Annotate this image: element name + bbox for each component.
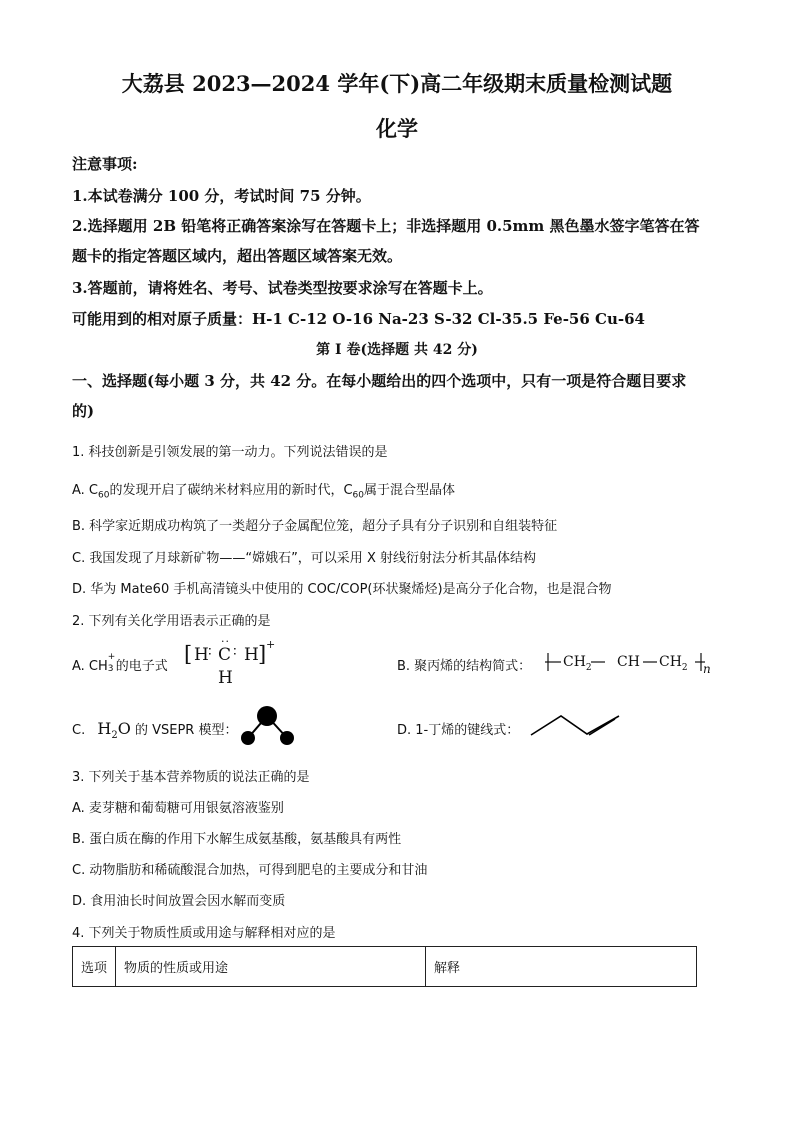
q2-option-c-label (72, 719, 237, 741)
q3-option-b: B. 蛋白质在酶的作用下水解生成氨基酸，氨基酸具有两性 (72, 832, 402, 847)
part1-heading: 一、选择题(每小题 3 分，共 42 分。在每小题给出的四个选项中，只有一项是符合题目要求 (72, 372, 687, 390)
notice-item-2: 2.选择题用 2B 铅笔将正确答案涂写在答题卡上；非选择题用 0.5mm 黑色墨水签字笔答在答 (72, 217, 700, 235)
table-header-explanation: 解释 (426, 947, 697, 987)
notice-item-3: 3.答题前，请将姓名、考号、试卷类型按要求涂写在答题卡上。 (72, 279, 493, 297)
table-header-row (73, 947, 697, 987)
exam-title: 大荔县 2023—2024 学年(下)高二年级期末质量检测试题 (121, 71, 673, 96)
table-header-option: 选项 (73, 947, 116, 987)
q4-table (72, 946, 697, 987)
q1-a-sub1: 60 (98, 490, 110, 501)
q2-c-label: C. (72, 723, 86, 738)
q1-a-sub2: 60 (352, 490, 364, 501)
notice-item-1: 1.本试卷满分 100 分，考试时间 75 分钟。 (72, 187, 371, 205)
notice-heading: 注意事项: (72, 155, 138, 173)
q1-option-b: B. 科学家近期成功构筑了一类超分子金属配位笼，超分子具有分子识别和自组装特征 (72, 519, 558, 534)
q2-a-sup: + (107, 652, 116, 662)
q2-option-b-label: B. 聚丙烯的结构简式： (397, 659, 532, 674)
part1-heading-cont: 的) (72, 402, 95, 420)
q1-option-c: C. 我国发现了月球新矿物——“嫦娥石”，可以采用 X 射线衍射法分析其晶体结构 (72, 551, 536, 566)
pp-ch: CH (617, 654, 640, 670)
q2-option-d-label: D. 1-丁烯的键线式： (397, 723, 520, 738)
atomic-mass-line: 可能用到的相对原子质量：H-1 C-12 O-16 Na-23 S-32 Cl-35.5 Fe-56 Cu-64 (72, 310, 645, 328)
section-title: 第 I 卷(选择题 共 42 分) (316, 342, 478, 358)
ch3-h-right: H (244, 645, 259, 665)
q3-option-c: C. 动物脂肪和稀硫酸混合加热，可得到肥皂的主要成分和甘油 (72, 863, 428, 878)
ch3-charge: + (266, 638, 276, 651)
subject-title: 化学 (376, 116, 418, 141)
polypropylene-formula: $CH_2$ CH $CH_2$ n (545, 648, 713, 678)
ch3-h-bottom: H (218, 668, 233, 688)
q1-a-pre: A. C (72, 483, 99, 498)
q1-a-post: 属于混合型晶体 (364, 483, 456, 498)
q3-stem: 3. 下列关于基本营养物质的说法正确的是 (72, 770, 310, 785)
ch3-electron-formula: [ H ∶ C ·· ∶ H ] + H (184, 635, 276, 688)
q1-option-d: D. 华为 Mate60 手机高清镜头中使用的 COC/COP(环状聚烯烃)是高分子化合物，也是混合物 (72, 582, 612, 597)
q2-stem: 2. 下列有关化学用语表示正确的是 (72, 614, 271, 629)
q1-option-a (72, 479, 455, 501)
pp-ch2-a: CH (563, 654, 586, 670)
q2-c-text: 的 VSEPR 模型： (134, 723, 238, 738)
pp-n: n (703, 662, 711, 676)
q3-option-d: D. 食用油长时间放置会因水解而变质 (72, 894, 286, 909)
ch3-c: C (218, 645, 232, 665)
ch3-h-left: H (194, 645, 209, 665)
q2-option-a-label (72, 652, 168, 674)
q4-stem: 4. 下列关于物质性质或用途与解释相对应的是 (72, 926, 336, 941)
h2o-formula: $H_2O$ (97, 719, 131, 742)
q1-stem: 1. 科技创新是引领发展的第一动力。下列说法错误的是 (72, 445, 388, 460)
pp-ch2-b: CH (659, 654, 682, 670)
q1-a-mid: 的发现开启了碳纳米材料应用的新时代，C (109, 483, 353, 498)
notice-item-2-cont: 题卡的指定答题区域内，超出答题区域答案无效。 (72, 247, 403, 265)
h2o-vsepr-model (236, 703, 298, 749)
q3-option-a: A. 麦芽糖和葡萄糖可用银氨溶液鉴别 (72, 801, 284, 816)
q2-a-text: 的电子式 (115, 659, 168, 674)
butene-skeletal-formula (529, 710, 629, 740)
table-header-property: 物质的性质或用途 (116, 947, 426, 987)
q2-a-label: A. CH (72, 659, 108, 674)
q2-a-sub: 3 (107, 664, 114, 674)
